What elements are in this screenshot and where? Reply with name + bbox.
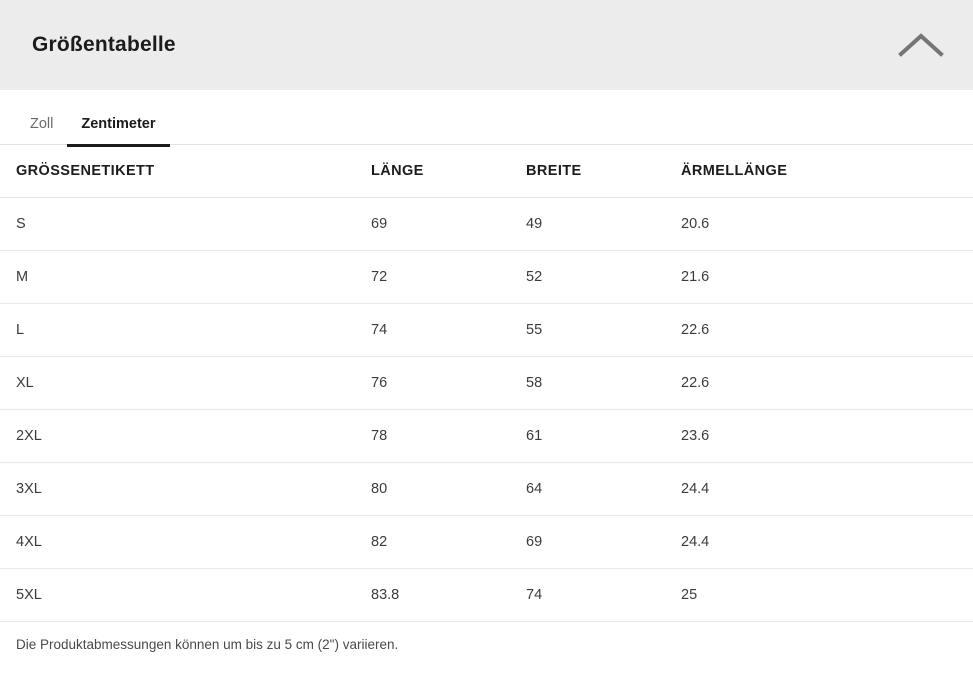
column-header-length: LÄNGE	[371, 145, 526, 198]
cell-length: 72	[371, 251, 526, 304]
tab-zoll[interactable]: Zoll	[30, 116, 54, 132]
cell-size-label: XL	[0, 357, 371, 410]
cell-sleeve-length: 22.6	[681, 304, 973, 357]
unit-tabs	[0, 90, 973, 144]
cell-length: 82	[371, 516, 526, 569]
cell-width: 64	[526, 463, 681, 516]
cell-size-label: S	[0, 198, 371, 251]
cell-length: 78	[371, 410, 526, 463]
cell-sleeve-length: 22.6	[681, 357, 973, 410]
cell-sleeve-length: 24.4	[681, 463, 973, 516]
cell-sleeve-length: 25	[681, 569, 973, 622]
cell-size-label: L	[0, 304, 371, 357]
table-row	[0, 463, 973, 516]
table-header-row	[0, 145, 973, 198]
column-header-sleeve-length: ÄRMELLÄNGE	[681, 145, 973, 198]
table-row	[0, 304, 973, 357]
page-title: Größentabelle	[32, 33, 176, 56]
cell-width: 74	[526, 569, 681, 622]
panel-header	[0, 0, 973, 90]
cell-width: 52	[526, 251, 681, 304]
cell-size-label: 5XL	[0, 569, 371, 622]
cell-length: 69	[371, 198, 526, 251]
table-row	[0, 251, 973, 304]
table-row	[0, 357, 973, 410]
table-row	[0, 410, 973, 463]
size-table	[0, 144, 973, 622]
column-header-size-label: GRÖSSENETIKETT	[0, 145, 371, 198]
table-row	[0, 198, 973, 251]
cell-length: 76	[371, 357, 526, 410]
cell-sleeve-length: 23.6	[681, 410, 973, 463]
cell-length: 80	[371, 463, 526, 516]
cell-size-label: 3XL	[0, 463, 371, 516]
cell-length: 83.8	[371, 569, 526, 622]
cell-length: 74	[371, 304, 526, 357]
column-header-width: BREITE	[526, 145, 681, 198]
cell-sleeve-length: 24.4	[681, 516, 973, 569]
cell-sleeve-length: 20.6	[681, 198, 973, 251]
tab-zentimeter[interactable]: Zentimeter	[67, 108, 169, 147]
cell-size-label: 4XL	[0, 516, 371, 569]
cell-width: 61	[526, 410, 681, 463]
chevron-up-icon	[898, 30, 944, 60]
cell-width: 69	[526, 516, 681, 569]
collapse-button[interactable]	[893, 17, 949, 73]
cell-size-label: M	[0, 251, 371, 304]
footnote: Die Produktabmessungen können um bis zu 5 cm (2") variieren.	[16, 637, 399, 652]
cell-size-label: 2XL	[0, 410, 371, 463]
table-row	[0, 569, 973, 622]
cell-width: 55	[526, 304, 681, 357]
cell-width: 49	[526, 198, 681, 251]
table-row	[0, 516, 973, 569]
cell-width: 58	[526, 357, 681, 410]
cell-sleeve-length: 21.6	[681, 251, 973, 304]
